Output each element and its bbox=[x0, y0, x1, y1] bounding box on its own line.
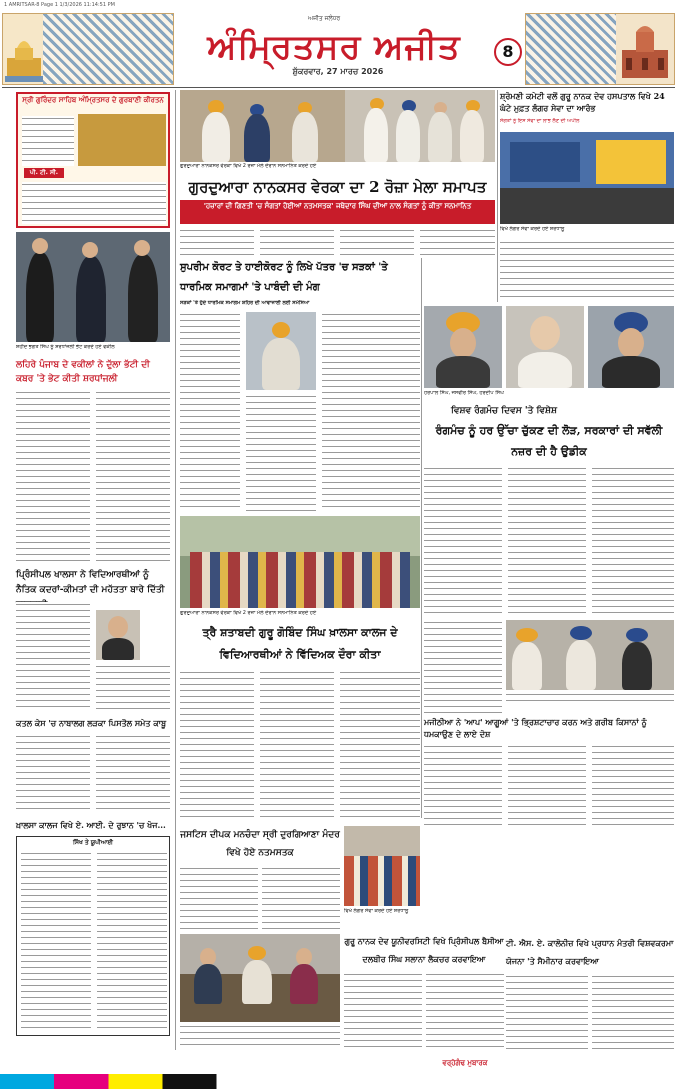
gndu-photo bbox=[344, 826, 420, 906]
page-number: 8 bbox=[494, 38, 522, 66]
justice-body-1 bbox=[180, 866, 258, 930]
supreme-photo bbox=[246, 312, 316, 390]
color-registration-bar bbox=[0, 1074, 677, 1089]
crime-headline: ਕਤਲ ਕੇਸ 'ਚ ਨਾਬਾਲਗ ਲੜਕਾ ਪਿਸਤੌਲ ਸਮੇਤ ਕਾਬੂ bbox=[16, 718, 167, 728]
anniversary-label: ਵਰ੍ਹੇਗੰਢ ਮੁਬਾਰਕ bbox=[442, 1059, 488, 1067]
decorative-pattern bbox=[43, 14, 173, 84]
ti-headline: ਟੀ. ਐਸ. ਏ. ਕਾਲੋਨੀਜ਼ ਵਿਖੇ ਪ੍ਰਧਾਨ ਮੰਤਰੀ ਵਿਸ਼ਵਕਰਮਾ ਯੋਜਨਾ 'ਤੇ ਸੈਮੀਨਾਰ ਕਰਵਾਇਆ bbox=[506, 938, 674, 966]
lead-subheadline: 'ਹਜ਼ਾਰਾਂ ਦੀ ਗਿਣਤੀ 'ਚ ਸੰਗਤਾਂ ਹੋਈਆਂ ਨਤਮਸਤਕ' ਜਥੇਦਾਰ ਸਿੰਘ ਦੀਆਂ ਨਾਲ ਸੰਗਤਾਂ ਨੂੰ ਕੀਤਾ ਸਨਮਾਨਿਤ bbox=[180, 200, 495, 224]
ti-body-2 bbox=[592, 974, 674, 1054]
langar-photo bbox=[500, 132, 674, 224]
college-body-2 bbox=[260, 670, 334, 820]
langar-body bbox=[500, 240, 674, 300]
masthead-right-banner bbox=[525, 13, 675, 85]
langar-caption: ਵਿਖੇ ਲੰਗਰ ਸੇਵਾ ਕਰਦੇ ਹੋਏ ਸ਼ਰਧਾਲੂ bbox=[500, 226, 565, 232]
ad-photo bbox=[78, 114, 166, 166]
ad-badge: ਪੀ. ਟੀ. ਸੀ. bbox=[24, 168, 64, 178]
crime-body-2 bbox=[96, 734, 170, 814]
lawyers-body-2 bbox=[96, 390, 170, 564]
lead-body-col-3 bbox=[340, 228, 414, 256]
portrait-2 bbox=[506, 306, 584, 388]
justice-headline: ਜਸਟਿਸ ਦੀਪਕ ਮਨਚੰਦਾ ਸ੍ਰੀ ਦੁਰਗਿਆਣਾ ਮੰਦਰ ਵਿਖੇ ਹੋਏ ਨਤਮਸਤਕ bbox=[180, 830, 340, 858]
ad-title: ਸ੍ਰੀ ਗੁਰਿੰਦਰ ਸਾਹਿਬ ਅੰਮ੍ਰਿਤਸਰ ਦੇ ਗੁਰਬਾਣੀ ਕੀਰਤਨ bbox=[22, 96, 164, 104]
aap-headline: ਮਜੀਠੀਆ ਨੇ 'ਆਪ' ਆਗੂਆਂ 'ਤੇ ਭ੍ਰਿਸ਼ਟਾਚਾਰ ਕਰਨ ਅਤੇ ਗਰੀਬ ਕਿਸਾਨਾਂ ਨੂੰ ਧਮਕਾਉਣ ਦੇ ਲਾਏ ਦੋਸ਼ bbox=[424, 717, 647, 739]
ti-body-1 bbox=[506, 974, 588, 1054]
theatre-tag: ਵਿਸ਼ਵ ਰੰਗਮੰਚ ਦਿਵਸ 'ਤੇ ਵਿਸ਼ੇਸ਼ bbox=[424, 404, 584, 418]
portrait-1 bbox=[424, 306, 502, 388]
langar-subheadline: ਸੰਗਤਾਂ ਨੂੰ ਇਸ ਸੇਵਾ ਦਾ ਲਾਭ ਲੈਣ ਦੀ ਅਪੀਲ bbox=[500, 118, 580, 124]
theatre-headline: ਰੰਗਮੰਚ ਨੂੰ ਹਰ ਉੱਚਾ ਚੁੱਕਣ ਦੀ ਲੋੜ, ਸਰਕਾਰਾਂ ਦੀ ਸਵੱਲੀ ਨਜ਼ਰ ਦੀ ਹੈ ਉਡੀਕ bbox=[435, 424, 663, 458]
theatre-body-2 bbox=[508, 466, 586, 616]
justice-body-2 bbox=[262, 866, 340, 930]
aap-body-2 bbox=[508, 744, 586, 830]
principal-headline: ਪ੍ਰਿੰਸੀਪਲ ਖਾਲਸਾ ਨੇ ਵਿਦਿਆਰਥੀਆਂ ਨੂੰ ਨੈਤਿਕ ਕਦਰਾਂ-ਕੀਮਤਾਂ ਦੀ ਮਹੱਤਤਾ ਬਾਰੇ ਦਿੱਤੀ bbox=[16, 570, 165, 595]
heritage-building-icon bbox=[618, 20, 672, 82]
masthead-left-banner bbox=[2, 13, 174, 85]
event-caption-lines bbox=[180, 1024, 340, 1048]
print-strip: 1 AMRITSAR-8 Page 1 1/3/2026 11:14:51 PM bbox=[4, 2, 115, 8]
principal-body-2 bbox=[96, 664, 170, 712]
column-rule bbox=[421, 258, 422, 818]
college-body-1 bbox=[180, 670, 254, 820]
box-body-2 bbox=[97, 851, 167, 1031]
lead-body-col-4 bbox=[420, 228, 495, 256]
column-rule bbox=[175, 90, 176, 1050]
college-photo bbox=[180, 516, 420, 608]
masthead-title: ਅੰਮ੍ਰਿਤਸਰ ਅਜੀਤ bbox=[207, 27, 461, 67]
college-headline: ਤ੍ਰੈ ਸ਼ਤਾਬਦੀ ਗੁਰੂ ਗੋਬਿੰਦ ਸਿੰਘ ਖ਼ਾਲਸਾ ਕਾਲਜ ਦੇ ਵਿਦਿਆਰਥੀਆਂ ਨੇ ਵਿੱਦਿਅਕ ਦੌਰਾ ਕੀਤਾ bbox=[202, 626, 398, 661]
lead-body-col-1 bbox=[180, 228, 254, 256]
lawyers-headline: ਲਹਿਰੇ ਪੰਜਾਬ ਦੇ ਵਕੀਲਾਂ ਨੇ ਦੁੱਲਾ ਭੱਟੀ ਦੀ ਕਬਰ 'ਤੇ ਭੇਟ ਕੀਤੀ ਸ਼ਰਧਾਂਜਲੀ bbox=[16, 360, 150, 384]
portrait-3 bbox=[588, 306, 674, 388]
theatre-body-4 bbox=[424, 620, 502, 716]
column-rule bbox=[497, 90, 498, 302]
box-body-1 bbox=[21, 851, 91, 1031]
crime-body-1 bbox=[16, 734, 90, 814]
golden-temple-icon bbox=[5, 32, 43, 82]
gndu-body-1 bbox=[344, 972, 422, 1052]
issue-date: ਸ਼ੁੱਕਰਵਾਰ, 27 ਮਾਰਚ 2026 bbox=[292, 67, 384, 76]
decorative-pattern bbox=[526, 14, 616, 84]
supreme-court-headline: ਸੁਪਰੀਮ ਕੋਰਟ ਤੇ ਹਾਈਕੋਰਟ ਨੂੰ ਲਿਖੇ ਪੱਤਰ 'ਚ ਸੜਕਾਂ 'ਤੇ ਧਾਰਮਿਕ ਸਮਾਗਮਾਂ 'ਤੇ ਪਾਬੰਦੀ ਦੀ ਮੰਗ bbox=[180, 262, 388, 293]
portraits-caption: ਹਰਪਾਲ ਸਿੰਘ, ਜਸਵੀਰ ਸਿੰਘ, ਹਰਦੀਪ ਸਿੰਘ bbox=[424, 390, 504, 396]
aap-body-1 bbox=[424, 744, 502, 830]
principal-body-1 bbox=[16, 602, 90, 712]
event-photo bbox=[180, 934, 340, 1022]
aap-photo bbox=[506, 620, 674, 690]
lawyers-body-1 bbox=[16, 390, 90, 564]
gndu-headline: ਗੁਰੂ ਨਾਨਕ ਦੇਵ ਯੂਨੀਵਰਸਿਟੀ ਵਿਖੇ ਪ੍ਰਿੰਸੀਪਲ ਬੈਸੀਆ ਦਲਬੀਰ ਸਿੰਘ ਸਲਾਨਾ ਲੈਕਚਰ ਕਰਵਾਇਆ bbox=[344, 936, 504, 964]
masthead bbox=[178, 13, 498, 85]
theatre-body-3 bbox=[592, 466, 674, 616]
gurbani-ad bbox=[16, 92, 170, 228]
college-body-3 bbox=[340, 670, 420, 820]
gndu-body-2 bbox=[426, 972, 504, 1052]
lawyers-caption: ਸ਼ਹੀਦ ਭਗਤ ਸਿੰਘ ਨੂੰ ਸ਼ਰਧਾਂਜਲੀ ਭੇਟ ਕਰਦੇ ਹੋਏ ਵਕੀਲ bbox=[16, 344, 115, 350]
lead-photo bbox=[180, 90, 495, 162]
lead-body-col-2 bbox=[260, 228, 334, 256]
gndu-caption: ਵਿਖੇ ਲੰਗਰ ਸੇਵਾ ਕਰਦੇ ਹੋਏ ਸ਼ਰਧਾਲੂ bbox=[344, 908, 409, 914]
aap-body-3 bbox=[592, 744, 674, 830]
bottom-left-box-title: ਸਿੱਖ ਤੇ ਯੂਪੀਆਈ bbox=[73, 839, 113, 846]
lead-headline: ਗੁਰਦੁਆਰਾ ਨਾਨਕਸਰ ਵੇਰਕਾ ਦਾ 2 ਰੋਜ਼ਾ ਮੇਲਾ ਸਮਾਪਤ bbox=[188, 178, 487, 196]
lawyers-photo bbox=[16, 232, 170, 342]
theatre-body-1 bbox=[424, 466, 502, 616]
khalsa-college-headline: ਖ਼ਾਲਸਾ ਕਾਲਜ ਵਿਖੇ ਏ. ਆਈ. ਦੇ ਰੁਝਾਨ 'ਚ ਖੋਜ... bbox=[16, 820, 166, 830]
college-caption: ਗੁਰਦੁਆਰਾ ਨਾਨਕਸਰ ਵੇਰਕਾ ਵਿਖੇ 2 ਰੋਜ਼ਾ ਮੇਲੇ ਦੌਰਾਨ ਸਨਮਾਨਿਤ ਕਰਦੇ ਹੋਏ bbox=[180, 610, 317, 616]
supreme-body-2 bbox=[246, 394, 316, 512]
lead-photo-caption: ਗੁਰਦੁਆਰਾ ਨਾਨਕਸਰ ਵੇਰਕਾ ਵਿਖੇ 2 ਰੋਜ਼ਾ ਮੇਲੇ ਦੌਰਾਨ ਸਨਮਾਨਿਤ ਕਰਦੇ ਹੋਏ bbox=[180, 163, 317, 169]
supreme-body-1 bbox=[180, 312, 240, 512]
supreme-body-3 bbox=[322, 312, 420, 512]
supreme-court-subheadline: ਸੜਕਾਂ 'ਤੇ ਹੁੰਦੇ ਧਾਰਮਿਕ ਸਮਾਗਮ ਸ਼ਹਿਰ ਦੀ ਆਵਾਜਾਈ ਲਈ ਸਮੱਸਿਆ bbox=[180, 300, 310, 306]
masthead-subtitle: ਅਜੀਤ ਜਲੰਧਰ bbox=[308, 15, 341, 22]
bottom-left-box bbox=[16, 836, 170, 1036]
masthead-rule bbox=[2, 87, 675, 88]
langar-headline: ਸ਼੍ਰੋਮਣੀ ਕਮੇਟੀ ਵਲੋਂ ਗੁਰੂ ਨਾਨਕ ਦੇਵ ਹਸਪਤਾਲ ਵਿਖੇ 24 ਘੰਟੇ ਮੁਫ਼ਤ ਲੰਗਰ ਸੇਵਾ ਦਾ ਆਰੰਭ bbox=[500, 91, 665, 113]
ad-schedule bbox=[22, 182, 166, 224]
ad-text bbox=[22, 116, 74, 166]
aap-caption-lines bbox=[506, 692, 674, 706]
principal-photo bbox=[96, 610, 140, 660]
